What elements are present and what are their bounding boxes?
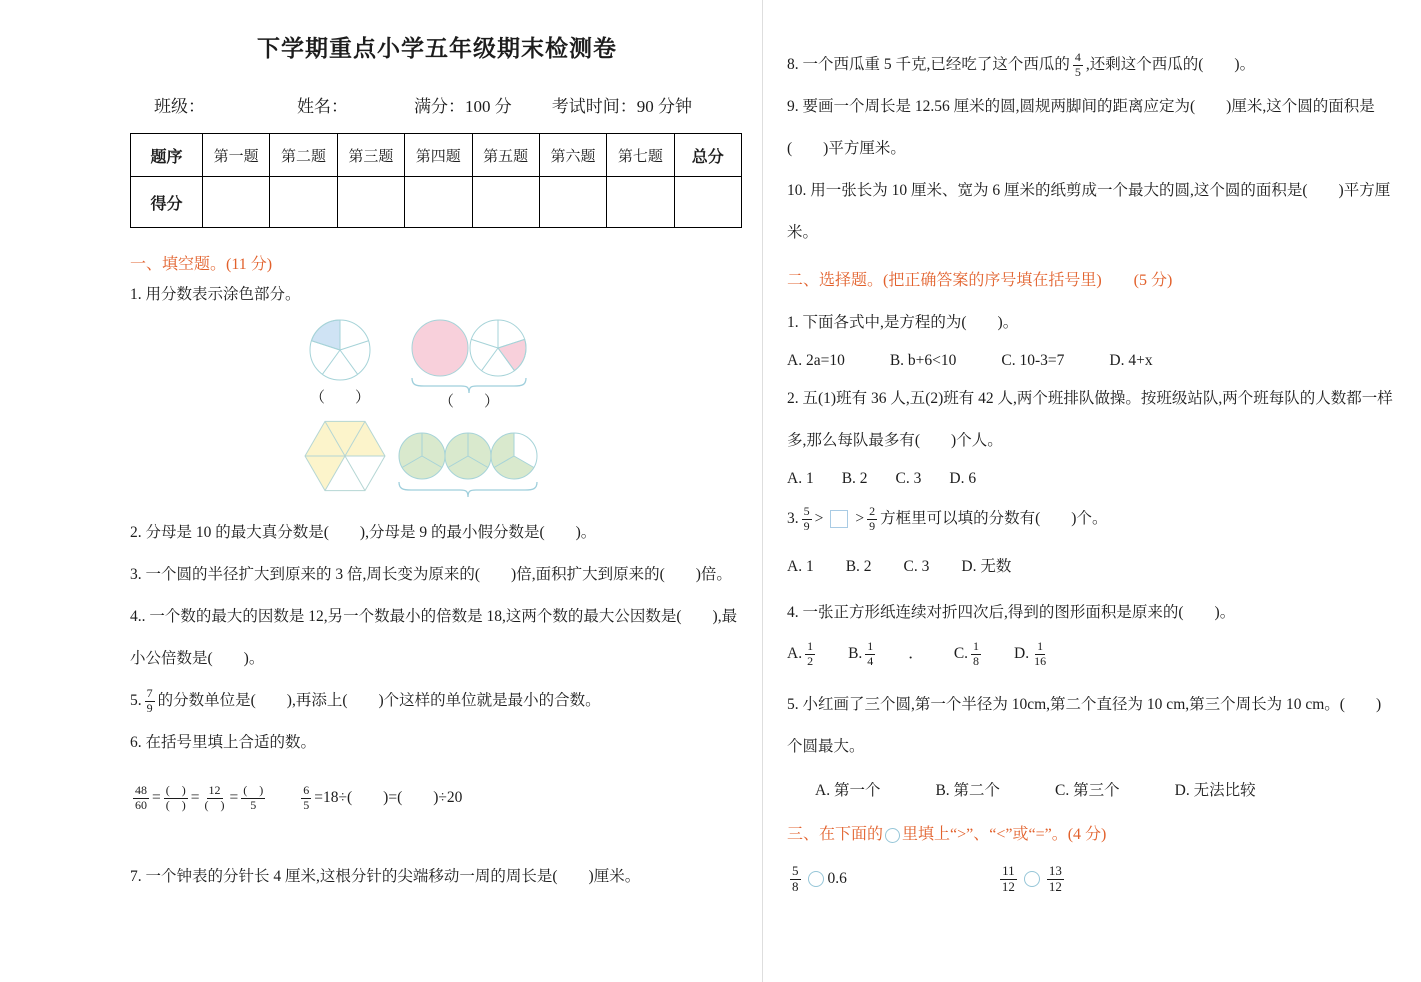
fraction-blank-blank: $\frac{( )}{( )}$: [165, 782, 186, 812]
thirds-circle-1: [399, 433, 445, 479]
compare-row: [787, 864, 1393, 895]
col-header-order: 题序: [131, 134, 203, 177]
fill-question-9: 9. 要画一个周长是 12.56 厘米的圆,圆规两脚间的距离应定为( )厘米,这个圆的面积是( )平方厘米。: [787, 98, 1375, 157]
col-header-total: 总分: [674, 134, 741, 177]
col-header-2: 第二题: [270, 134, 337, 177]
score-cell: [607, 177, 674, 228]
name-label: 姓名：: [297, 97, 348, 116]
fraction-6-5: $\frac{6}{5}$: [303, 782, 310, 812]
fill-question-7: 7. 一个钟表的分针长 4 厘米,这根分针的尖端移动一周的周长是( )厘米。: [130, 868, 641, 885]
choice-4-options: [787, 634, 1393, 674]
compare-blank-circle: [1024, 871, 1040, 887]
class-label: 班级：: [154, 97, 205, 116]
fill-question-1: 1. 用分数表示涂色部分。: [130, 286, 301, 303]
fraction-4-5: $\frac{4}{5}$: [1074, 50, 1081, 79]
section-2-heading: 二、选择题。(把正确答案的序号填在括号里) (5 分): [787, 272, 1173, 289]
answer-box: [830, 510, 848, 528]
circle-a-fifths: [310, 320, 370, 406]
choice-question-2: 2. 五(1)班有 36 人,五(2)班有 42 人,两个班排队做操。按班级站队,两个班每队的人数都一样多,那么每队最多有( )个人。: [787, 390, 1393, 449]
circle-b-whole: [412, 320, 468, 376]
compare-blank-circle: [808, 871, 824, 887]
choice-3-options: [787, 550, 1393, 584]
col-header-4: 第四题: [405, 134, 472, 177]
fraction-12-blank: $\frac{12}{( )}$: [204, 782, 225, 812]
fraction-11-12: $\frac{11}{12}$: [1001, 863, 1015, 894]
compare-circle-icon: [885, 828, 900, 843]
hexagon-shaded-bottom-left: [305, 456, 345, 491]
fraction-blank-5: $\frac{( )}{5}$: [243, 782, 264, 812]
score-table-header-row: [131, 134, 742, 177]
score-cell: [337, 177, 404, 228]
equals-sign: =: [190, 789, 200, 806]
option-b: B. $\frac{1}{4}$: [848, 639, 874, 668]
circle-c-fifths: [470, 320, 526, 376]
fill-question-3: 3. 一个圆的半径扩大到原来的 3 倍,周长变为原来的( )倍,面积扩大到原来的( )倍。: [130, 566, 732, 583]
question-8-prefix: 8. 一个西瓜重 5 千克,已经吃了这个西瓜的: [787, 56, 1070, 73]
section-3-heading-pre: 三、在下面的: [787, 826, 884, 843]
compare-item-1: [787, 864, 847, 895]
page-title: 下学期重点小学五年级期末检测卷: [257, 36, 617, 61]
choice-5-options: [787, 774, 1393, 808]
fraction-2-9: $\frac{2}{9}$: [869, 503, 876, 533]
choice-question-5: 5. 小红画了三个圆,第一个半径为 10cm,第二个直径为 10 cm,第三个周长为 10 cm。( )个圆最大。: [787, 696, 1382, 755]
score-cell: [203, 177, 270, 228]
student-info-row: [130, 92, 744, 117]
left-column: [130, 0, 744, 898]
fill-question-5: [130, 680, 744, 722]
equation-tail: =18÷( )=( )÷20: [314, 789, 463, 806]
score-table-score-row: [131, 177, 742, 228]
full-score-label: 满分：100 分: [414, 97, 512, 116]
section-3-heading-post: 里填上“>”、“<”或“=”。(4 分): [902, 826, 1107, 843]
option-c: C. 第三个: [1055, 782, 1120, 799]
choice-question-3: [787, 496, 1393, 542]
col-header-7: 第七题: [607, 134, 674, 177]
fraction-48-60: $\frac{48}{60}$: [135, 782, 147, 812]
hexagon-sixths: [305, 421, 385, 490]
figure-hexagon-and-circles: [130, 408, 744, 504]
option-c: C. $\frac{1}{8}$: [953, 639, 980, 668]
option-d: D. $\frac{1}{16}$: [1014, 639, 1047, 668]
option-a: A. 2a=10: [787, 352, 845, 369]
circle-a-answer-blank: （ ）: [309, 390, 371, 406]
option-b: B. 2: [841, 470, 868, 487]
equals-sign: =: [229, 789, 239, 806]
greater-than-sign: >: [855, 510, 865, 527]
right-column: [787, 0, 1393, 895]
option-a: A. 1: [787, 470, 814, 487]
col-header-6: 第六题: [539, 134, 606, 177]
question-5-text: 的分数单位是( ),再添上( )个这样的单位就是最小的合数。: [157, 692, 601, 709]
option-a: A. 1: [787, 558, 814, 575]
column-divider: [762, 0, 763, 982]
score-cell: [539, 177, 606, 228]
option-c: C. 3: [895, 470, 922, 487]
fill-question-6: 6. 在括号里填上合适的数。: [130, 734, 317, 751]
score-table: [130, 133, 742, 228]
question-3-text: 方框里可以填的分数有( )个。: [880, 510, 1108, 527]
score-cell: [472, 177, 539, 228]
fill-question-2: 2. 分母是 10 的最大真分数是( ),分母是 9 的最小假分数是( )。: [130, 524, 597, 541]
question-3-prefix: 3.: [787, 510, 799, 527]
option-d: D. 4+x: [1109, 352, 1153, 369]
thirds-circle-3: [491, 433, 537, 479]
fraction-5-8: $\frac{5}{8}$: [792, 863, 799, 894]
score-row-label: 得分: [131, 177, 203, 228]
circles-bc-answer-blank: （ ）: [438, 394, 500, 408]
score-cell: [270, 177, 337, 228]
circle-c-shaded-sector: [498, 339, 526, 370]
fraction-1-4: $\frac{1}{4}$: [867, 639, 874, 668]
compare-item-1-right: 0.6: [827, 870, 847, 888]
figure-shaded-circles: [130, 312, 744, 408]
compare-item-2: [997, 864, 1067, 895]
score-cell: [405, 177, 472, 228]
fraction-7-9: $\frac{7}{9}$: [146, 686, 153, 715]
fill-question-10: 10. 用一张长为 10 厘米、宽为 6 厘米的纸剪成一个最大的圆,这个圆的面积是( )平方厘米。: [787, 182, 1391, 241]
option-c: C. 3: [903, 558, 930, 575]
option-b: B. b+6<10: [889, 352, 957, 369]
choice-question-4: 4. 一张正方形纸连续对折四次后,得到的图形面积是原来的( )。: [787, 604, 1236, 621]
fill-question-8: [787, 44, 1393, 86]
option-a: A. 第一个: [815, 782, 881, 799]
greater-than-sign: >: [814, 510, 824, 527]
option-d: D. 无法比较: [1174, 782, 1256, 799]
option-c: C. 10-3=7: [1001, 352, 1065, 369]
equation-group-2: [298, 772, 462, 824]
thirds-circle-2: [445, 433, 491, 479]
stray-dot: ．: [908, 645, 924, 662]
option-a: A. $\frac{1}{2}$: [787, 639, 814, 668]
option-b: B. 第二个: [935, 782, 1001, 799]
equals-sign: =: [152, 789, 161, 806]
section-3-heading: [787, 814, 1393, 856]
exam-time-label: 考试时间：90 分钟: [551, 97, 692, 116]
choice-question-1: 1. 下面各式中,是方程的为( )。: [787, 314, 1019, 331]
underbrace-thirds-circles: [399, 482, 537, 497]
circle-b-shaded: [412, 320, 468, 376]
underbrace-circles-bc: [412, 378, 526, 393]
option-d: D. 6: [949, 470, 977, 487]
question-8-text: ,还剩这个西瓜的( )。: [1085, 56, 1256, 73]
fraction-5-9: $\frac{5}{9}$: [803, 503, 810, 533]
score-cell: [674, 177, 741, 228]
fraction-1-2: $\frac{1}{2}$: [807, 639, 814, 668]
fraction-13-12: $\frac{13}{12}$: [1048, 863, 1062, 894]
col-header-3: 第三题: [337, 134, 404, 177]
fill-question-6-equation: [130, 772, 744, 824]
fraction-1-8: $\frac{1}{8}$: [973, 639, 980, 668]
choice-2-options: [787, 462, 1393, 496]
col-header-5: 第五题: [472, 134, 539, 177]
fill-question-4: 4.. 一个数的最大的因数是 12,另一个数最小的倍数是 18,这两个数的最大公因数是( ),最小公倍数是( )。: [130, 608, 738, 667]
option-d: D. 无数: [961, 558, 1012, 575]
question-5-prefix: 5.: [130, 692, 142, 709]
choice-1-options: [787, 344, 1393, 378]
section-1-heading: 一、填空题。(11 分): [130, 256, 273, 273]
option-b: B. 2: [845, 558, 872, 575]
fraction-1-16: $\frac{1}{16}$: [1034, 639, 1047, 668]
col-header-1: 第一题: [203, 134, 270, 177]
